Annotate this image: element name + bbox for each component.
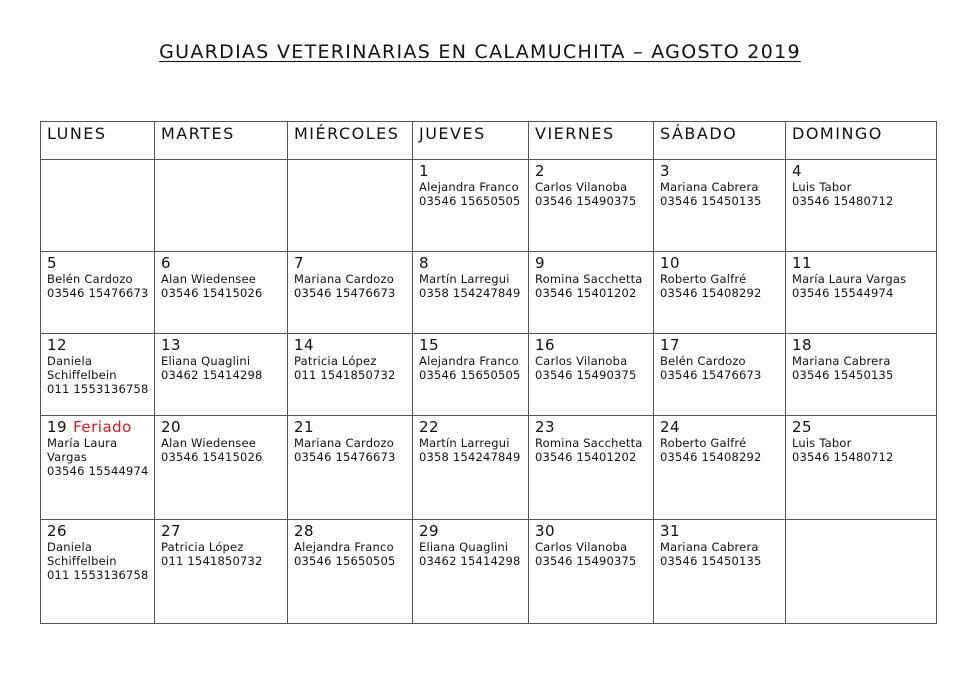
day-number: 15: [419, 336, 440, 354]
vet-phone: 03546 15476673: [660, 368, 762, 382]
vet-name: Mariana Cardozo: [294, 436, 394, 450]
vet-name: Roberto Galfré: [660, 272, 747, 286]
day-cell: [155, 252, 288, 334]
day-cell: [654, 416, 786, 520]
vet-phone: 03546 15415026: [161, 286, 263, 300]
day-number: 22: [419, 418, 440, 436]
day-number: 28: [294, 522, 315, 540]
vet-name: Martín Larregui: [419, 272, 510, 286]
vet-name: María Laura Vargas: [47, 436, 118, 464]
vet-name: Romina Sacchetta: [535, 272, 643, 286]
vet-phone: 03462 15414298: [419, 554, 521, 568]
day-number: 7: [294, 254, 305, 272]
day-cell: [288, 520, 413, 624]
vet-phone: 03546 15450135: [792, 368, 894, 382]
day-number-line: [161, 337, 287, 354]
day-number-line: [47, 523, 154, 540]
vet-name: Patricia López: [161, 540, 244, 554]
weekday-header-monday: LUNES: [41, 122, 155, 160]
weekday-header-row: [41, 122, 937, 160]
day-cell: [786, 416, 937, 520]
day-cell: [786, 252, 937, 334]
day-number: 8: [419, 254, 430, 272]
vet-phone: 03546 15476673: [294, 450, 396, 464]
day-cell: [529, 416, 654, 520]
day-number-line: [535, 163, 653, 180]
day-cell: [413, 160, 529, 252]
vet-name: Belén Cardozo: [47, 272, 133, 286]
vet-name: Martín Larregui: [419, 436, 510, 450]
vet-name: Mariana Cabrera: [660, 180, 759, 194]
day-number: 29: [419, 522, 440, 540]
day-cell: [786, 160, 937, 252]
vet-name: Alejandra Franco: [419, 180, 519, 194]
weekday-header-sunday: DOMINGO: [786, 122, 937, 160]
weekday-header-tuesday: MARTES: [155, 122, 288, 160]
vet-name: Alan Wiedensee: [161, 436, 257, 450]
vet-name: Mariana Cabrera: [660, 540, 759, 554]
vet-phone: 03546 15490375: [535, 194, 637, 208]
day-number-line: [660, 523, 785, 540]
day-number: 20: [161, 418, 182, 436]
day-cell: [41, 252, 155, 334]
vet-name: Carlos Vilanoba: [535, 180, 628, 194]
vet-phone: 03546 15401202: [535, 450, 637, 464]
vet-phone: 011 1541850732: [294, 368, 396, 382]
vet-name: Luis Tabor: [792, 180, 852, 194]
weekday-header-wednesday: MIÉRCOLES: [288, 122, 413, 160]
vet-name: María Laura Vargas: [792, 272, 907, 286]
vet-name: Mariana Cabrera: [792, 354, 891, 368]
day-cell: [654, 520, 786, 624]
vet-phone: 03546 15408292: [660, 450, 762, 464]
day-number-line: [294, 419, 412, 436]
day-number-line: [419, 523, 528, 540]
day-number: 4: [792, 162, 803, 180]
vet-phone: 03546 15476673: [47, 286, 149, 300]
vet-phone: 03546 15544974: [792, 286, 894, 300]
vet-name: Eliana Quaglini: [419, 540, 509, 554]
vet-name: Carlos Vilanoba: [535, 540, 628, 554]
day-number: 25: [792, 418, 813, 436]
day-cell: [288, 416, 413, 520]
day-number-line: [535, 523, 653, 540]
day-number-line: [419, 163, 528, 180]
vet-phone: 011 1553136758: [47, 382, 149, 396]
vet-phone: 03546 15480712: [792, 194, 894, 208]
vet-name: Luis Tabor: [792, 436, 852, 450]
day-cell: [786, 334, 937, 416]
weekday-header-friday: VIERNES: [529, 122, 654, 160]
vet-phone: 03546 15480712: [792, 450, 894, 464]
day-number-line: [792, 337, 936, 354]
vet-phone: 03546 15401202: [535, 286, 637, 300]
vet-name: Patricia López: [294, 354, 377, 368]
day-cell: [41, 334, 155, 416]
empty-day-cell: [155, 160, 288, 252]
day-number-line: [419, 337, 528, 354]
day-number: 9: [535, 254, 546, 272]
day-number-line: [792, 163, 936, 180]
vet-phone: 03462 15414298: [161, 368, 263, 382]
calendar-table: [40, 121, 937, 624]
day-number-line: [660, 255, 785, 272]
day-number-line: [660, 337, 785, 354]
vet-phone: 03546 15450135: [660, 554, 762, 568]
day-number-line: [47, 337, 154, 354]
day-number-line: [535, 419, 653, 436]
day-number: 18: [792, 336, 813, 354]
day-cell: [288, 334, 413, 416]
day-cell: [529, 252, 654, 334]
day-number: 27: [161, 522, 182, 540]
weekday-header-saturday: SÁBADO: [654, 122, 786, 160]
vet-phone: 03546 15408292: [660, 286, 762, 300]
day-cell: [529, 160, 654, 252]
week-row: [41, 252, 937, 334]
week-row: [41, 160, 937, 252]
day-number: 10: [660, 254, 681, 272]
vet-phone: 03546 15476673: [294, 286, 396, 300]
day-number-line: [535, 337, 653, 354]
day-number-line: [47, 255, 154, 272]
day-number: 5: [47, 254, 58, 272]
weekday-header-thursday: JUEVES: [413, 122, 529, 160]
vet-name: Eliana Quaglini: [161, 354, 251, 368]
vet-name: Mariana Cardozo: [294, 272, 394, 286]
day-number-line: [294, 255, 412, 272]
day-number: 30: [535, 522, 556, 540]
day-number-line: [161, 419, 287, 436]
day-cell: [155, 334, 288, 416]
vet-phone: 0358 154247849: [419, 450, 521, 464]
day-number: 21: [294, 418, 315, 436]
day-cell: [529, 334, 654, 416]
day-number: 6: [161, 254, 172, 272]
day-cell: [155, 416, 288, 520]
day-cell: [288, 252, 413, 334]
day-number: 3: [660, 162, 671, 180]
vet-phone: 03546 15490375: [535, 554, 637, 568]
vet-phone: 03546 15650505: [419, 194, 521, 208]
vet-phone: 03546 15490375: [535, 368, 637, 382]
day-number: 13: [161, 336, 182, 354]
day-number-line: [419, 255, 528, 272]
vet-name: Daniela Schiffelbein: [47, 540, 117, 568]
day-number: 24: [660, 418, 681, 436]
day-cell: [413, 334, 529, 416]
week-row: [41, 334, 937, 416]
day-number: 12: [47, 336, 68, 354]
vet-name: Alejandra Franco: [419, 354, 519, 368]
day-cell: [654, 252, 786, 334]
vet-phone: 03546 15544974: [47, 464, 149, 478]
vet-name: Carlos Vilanoba: [535, 354, 628, 368]
day-number: 14: [294, 336, 315, 354]
day-cell: [654, 334, 786, 416]
vet-phone: 03546 15450135: [660, 194, 762, 208]
day-number-line: [161, 523, 287, 540]
day-number-line: [660, 163, 785, 180]
week-row: [41, 416, 937, 520]
vet-name: Alan Wiedensee: [161, 272, 257, 286]
week-row: [41, 520, 937, 624]
vet-phone: 03546 15650505: [294, 554, 396, 568]
day-number: 17: [660, 336, 681, 354]
vet-phone: 011 1553136758: [47, 568, 149, 582]
day-cell: [155, 520, 288, 624]
vet-name: Belén Cardozo: [660, 354, 746, 368]
vet-name: Romina Sacchetta: [535, 436, 643, 450]
day-cell: [413, 416, 529, 520]
empty-day-cell: [41, 160, 155, 252]
vet-name: Roberto Galfré: [660, 436, 747, 450]
day-number: 23: [535, 418, 556, 436]
day-number-line: [792, 255, 936, 272]
holiday-label: Feriado: [73, 418, 132, 436]
day-number-line: [47, 419, 154, 436]
vet-name: Daniela Schiffelbein: [47, 354, 117, 382]
day-cell: [41, 416, 155, 520]
day-number-line: [535, 255, 653, 272]
day-number-line: [792, 419, 936, 436]
vet-phone: 0358 154247849: [419, 286, 521, 300]
day-number-line: [660, 419, 785, 436]
day-cell: [41, 520, 155, 624]
day-number-line: [419, 419, 528, 436]
day-cell: [529, 520, 654, 624]
day-number-line: [294, 523, 412, 540]
day-number: 16: [535, 336, 556, 354]
day-number: 1: [419, 162, 430, 180]
day-number: 11: [792, 254, 813, 272]
day-number: 2: [535, 162, 546, 180]
day-cell: [654, 160, 786, 252]
vet-phone: 03546 15650505: [419, 368, 521, 382]
day-number-line: [161, 255, 287, 272]
empty-day-cell: [288, 160, 413, 252]
day-cell: [413, 520, 529, 624]
vet-phone: 03546 15415026: [161, 450, 263, 464]
day-number: 31: [660, 522, 681, 540]
day-number: 26: [47, 522, 68, 540]
day-cell: [413, 252, 529, 334]
vet-phone: 011 1541850732: [161, 554, 263, 568]
day-number: 19: [47, 418, 68, 436]
empty-day-cell: [786, 520, 937, 624]
day-number-line: [294, 337, 412, 354]
page-title: GUARDIAS VETERINARIAS EN CALAMUCHITA – AGOSTO 2019: [159, 41, 801, 63]
vet-name: Alejandra Franco: [294, 540, 394, 554]
